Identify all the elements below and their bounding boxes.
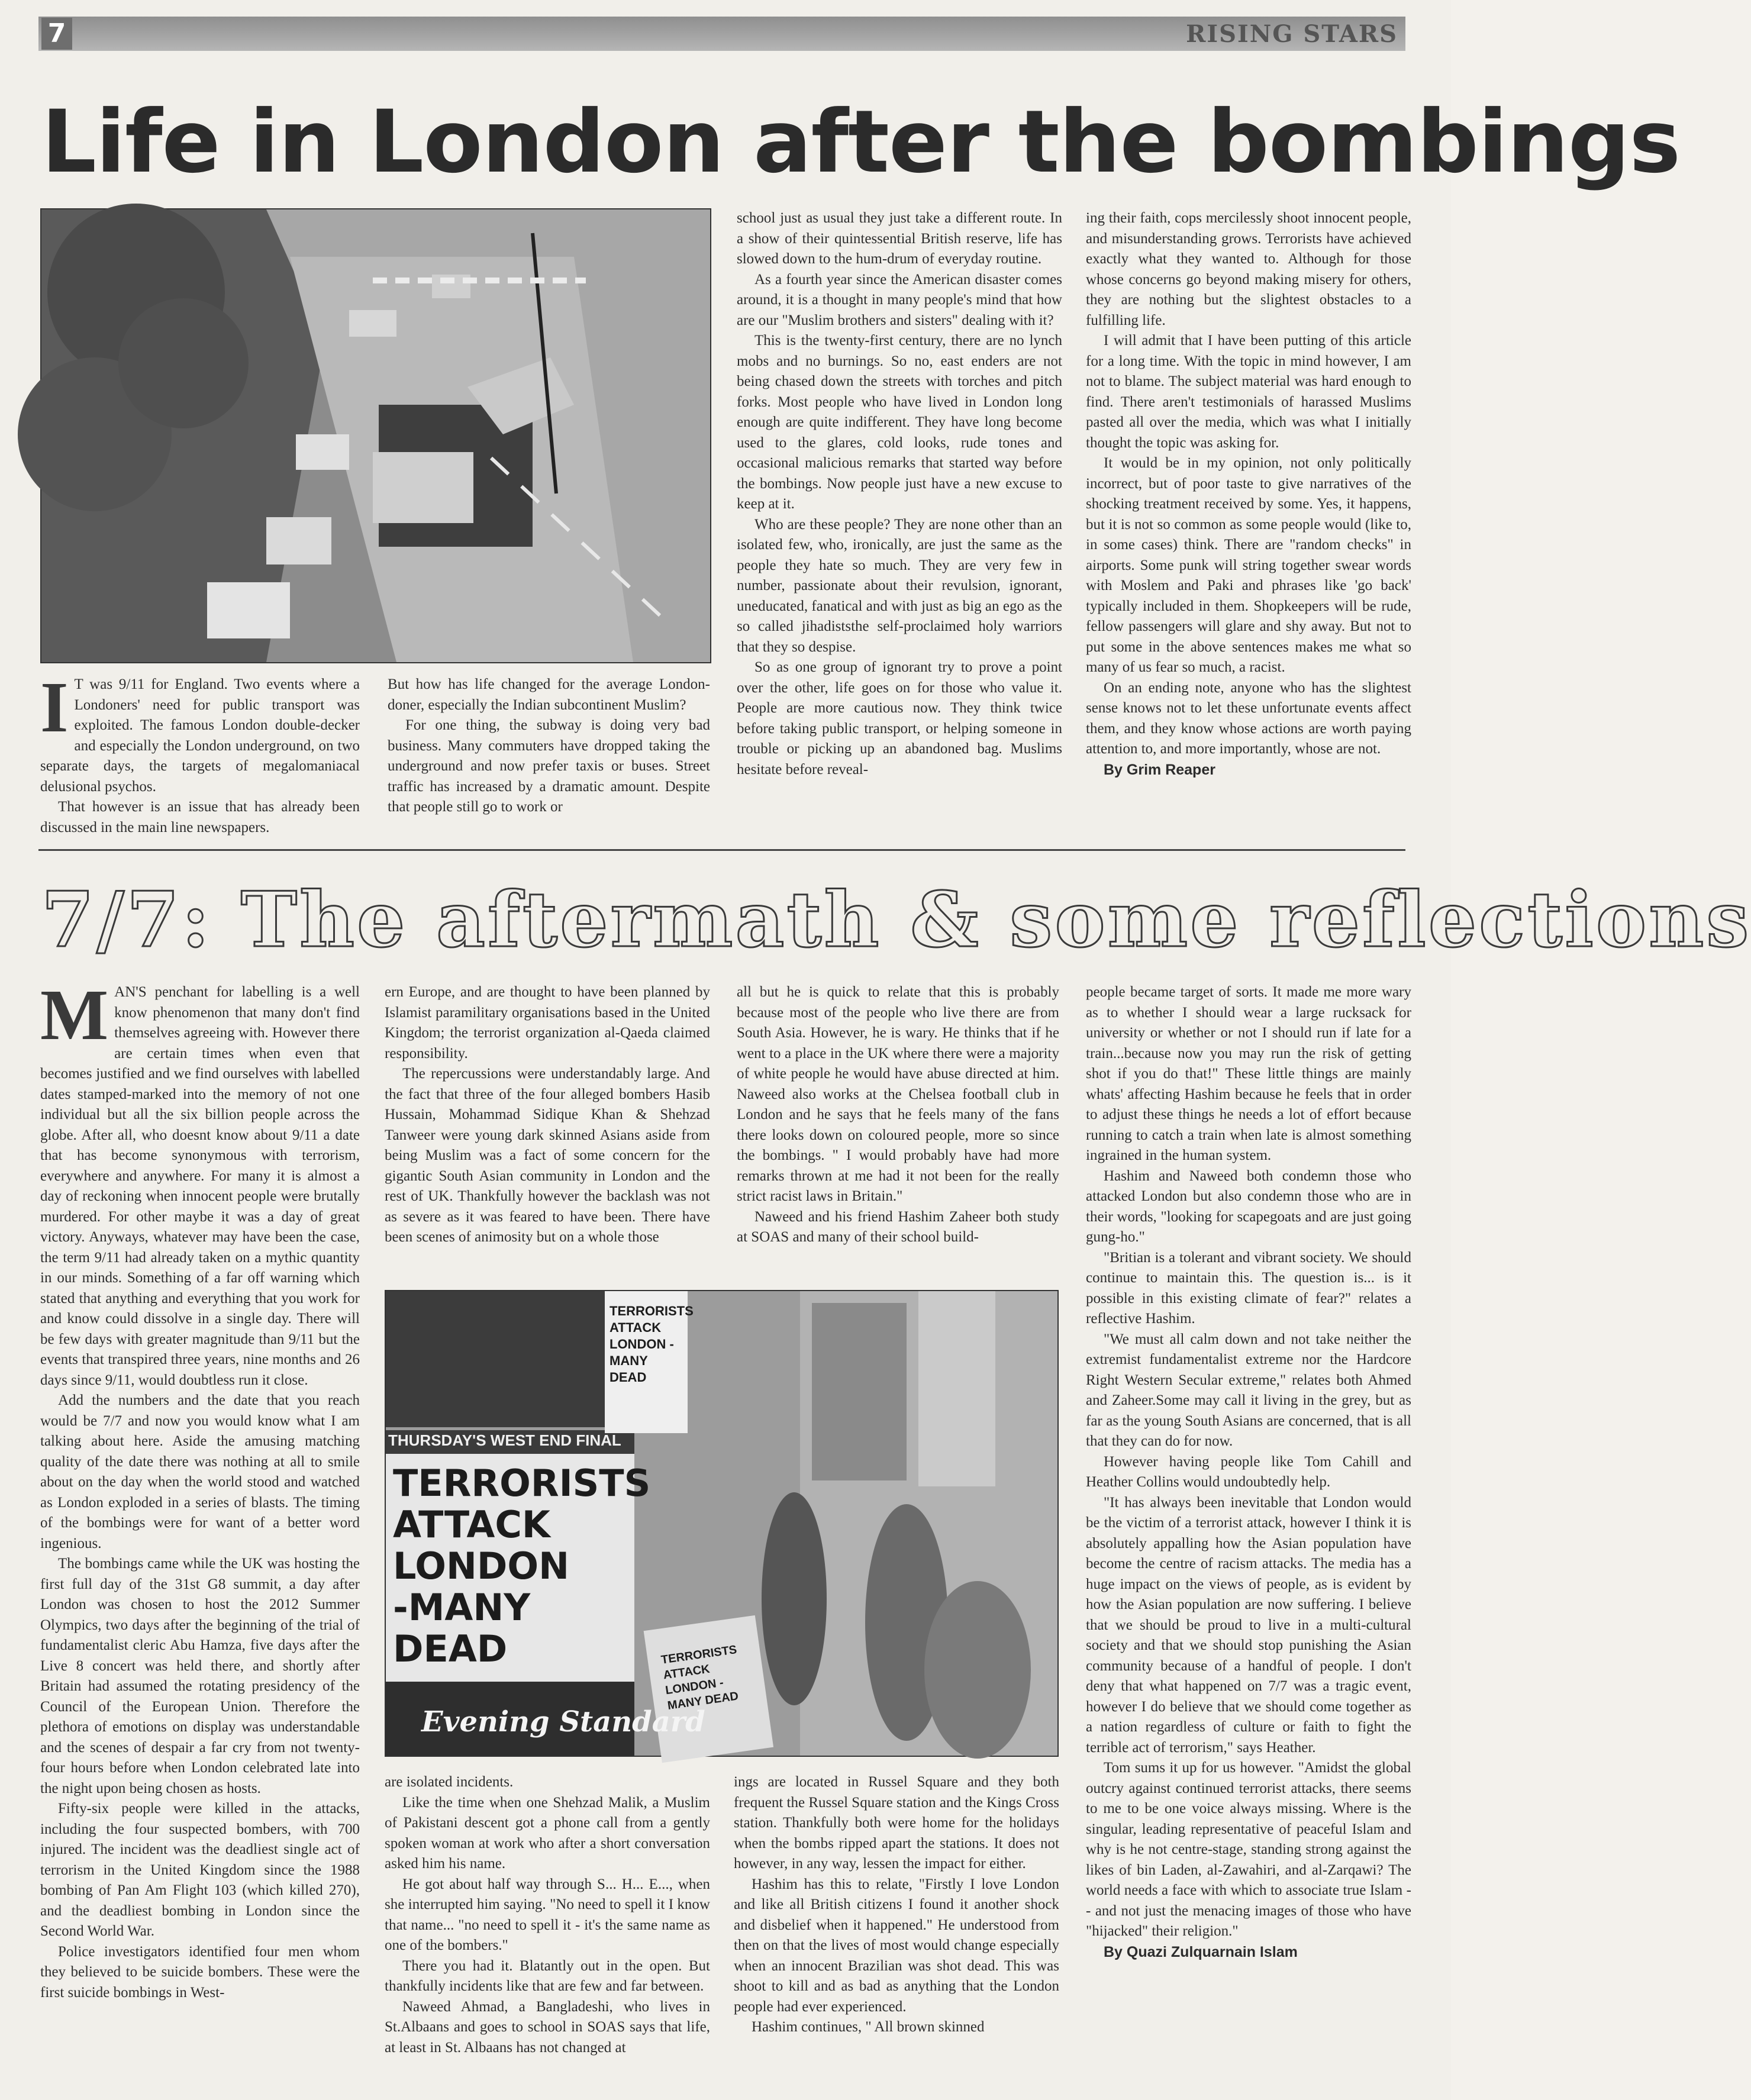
headline-article-2: 7/7: The aftermath & some reflections [41, 876, 1751, 964]
headline-article-1: Life in London after the bombings [41, 92, 1681, 192]
article2-column-4: people became target of sorts. It made me more wary as to whether I should wear a large rucksack for university or whether or not I should run if late for a train...because now you may run the risk of getting shot if you do that!" These little things are mainly whats' affecting Hashim because he feels that in order to adjust these things he needs a lot of effort because running to catch a train when late is almost something ingrained in the human system. Hashim and Naweed both condemn those who attacked London but also condemn those who are in their words, "looking for scapegoats and are just going gung-ho." "Britian is a tolerant and vibrant society. We should continue to maintain this. The question is... is it possible in this existing climate of fear?" relates a reflective Hashim. "We must all calm down and not take neither the extremist fundamentalist extreme nor the Hardcore Right Western Secular extreme," relates both Ahmed and Zaheer.Some may call it living in the grey, but as far as the young South Asians are concerned, that is all that they can do for now. However having people like Tom Cahill and Heather Collins would undoubtedly help. "It has always been inevitable that London would be the victim of a terrorist attack, however I think it is absolutely appalling how the Asian population have become the centre of racism attacks. The media has a huge impact on the views of people, as is evident by how the Asian population are now suffering. I believe that we should be proud to live in a multi-cultural society and that we should stop punishing the Asian community because of a handful of people. I don't deny that what happened on 7/7 was a tragic event, however I do believe that we should come together as a nation regardless of culture or faith to fight the terrible act of terrorism," says Heather. Tom sums it up for us however. "Amidst the global outcry against continued terrorist attacks, there seems to me to be one voice always missing. Where is the singular, leading representative of peaceful Islam and why is he not centre-stage, standing strong against the likes of bin Laden, al-Zawahiri, and al-Zarqawi? The world needs a face with which to associate true Islam -- and not just the menacing images of those who have "hijacked" their religion." By Quazi Zulquarnain Islam [1086, 982, 1411, 1962]
article2-column-3-bottom: ings are located in Russel Square and they both frequent the Russel Square station and the Kings Cross station. Thankfully both were home for the holidays when the bombs ripped apart the stations. It does not however, in any way, lessen the impact for either. Hashim has this to relate, "Firstly I love London and like all British citizens I found it another shock and disbelief when it happened." He understood from then on that the lives of most would change especially when an innocent Brazilian was shot dead. This was shoot to kill and as bad as anything that the London people had ever experienced. Hashim continues, " All brown skinned [734, 1774, 1059, 2035]
section-divider [38, 849, 1405, 851]
article1-column-4: ing their faith, cops mercilessly shoot innocent people, and misunderstanding grows. Terrorists have achieved exactly what they wanted to. Although for those whose concerns go beyond making misery for others, they are nothing but the slightest obstacles to a fulfilling life. I will admit that I have been putting of this article for a long time. With the topic in mind however, I am not to blame. The subject material was hard enough to find. There aren't testimonials of harassed Muslims pasted all over the media, which was what I initially thought the topic was asking for. It would be in my opinion, not only politically incorrect, but of poor taste to give narratives of the shocking treatment received by some. Yes, it happens, but it is not so common as some people would (like to, in some cases) think. There are "random checks" in airports. Some punk will string together swear words with Moslem and Paki and phrases like 'go back' typically included in them. Shopkeepers will be rude, fellow passengers will glare and shy away. But not to put some in the above sentences makes me what so many of us fear so much, a racist. On an ending note, anyone who has the slightest sense knows not to let these unfortunate events affect them, and they know whose actions are worth paying attention to, and more importantly, whose are not. By Grim Reaper [1086, 208, 1411, 780]
article2-column-2-top: ern Europe, and are thought to have been planned by Islamist paramilitary organisations based in the United Kingdom; the terrorist organization al-Qaeda claimed responsibility. The repercussions were understandably large. And the fact that three of the four alleged bombers Hasib Hussain, Mohammad Sidique Khan & Shehzad Tanweer were young dark skinned Asians aside from being Muslim was a fact of some concern for the gigantic South Asian community in London and the rest of UK. Thankfully however the backlash was not as severe as it was feared to have been. There have been scenes of animosity but on a whole those [385, 984, 710, 1245]
small-poster-top: TERRORISTS ATTACK LONDON -MANY DEAD [610, 1304, 694, 1385]
article1-column-1: I T was 9/11 for England. Two events where a Londoners' need for public transport was exploited. The famous London double-decker and especially the London underground, on two separate days, the targets of megalomaniacal delusional psychos. That however is an issue that has already been discussed in the main line newspapers. [40, 667, 360, 836]
poster-headline: TERRORISTS ATTACK LONDON -MANY DEAD [393, 1462, 651, 1670]
dropcap: M [40, 975, 109, 1055]
poster-masthead: Evening Standard [421, 1705, 705, 1738]
article2-column-3-top: all but he is quick to relate that this is probably because most of the people who live there are from South Asia. However, he is wary. He thinks that if he went to a place in the UK where there were a majority of white people he would have abuse directed at him. Naweed also works at the Chelsea football club in London and he says that he feels many of the fans there looks down on coloured people, more so since the bombings. " I would probably have had more remarks thrown at me had it not been for the really strict racist laws in Britain." Naweed and his friend Hashim Zaheer both study at SOAS and many of their school build- [737, 984, 1059, 1245]
newspaper-poster-photo [385, 1290, 1059, 1757]
article1-column-2: But how has life changed for the average London-doner, especially the Indian subcontinent Muslim? For one thing, the subway is doing very bad business. Many commuters have dropped taking the underground and now prefer taxis or buses. Street traffic has increased by a dramatic amount. Despite that people still go to work or [388, 676, 710, 815]
article2-column-1: MAN'S penchant for labelling is a well know phenomenon that many don't find themselves agreeing with. However there are certain times when even that becomes justified and we find ourselves with labelled dates stamped-marked into the memory of not one individual but all the six billion people across the globe. After all, who doesnt know about 9/11 a date that has become synonymous with terrorism, everywhere and anywhere. For many it is almost a day of reckoning when innocent people were brutally murdered. For other maybe it was a day of great victory. Anyways, whatever may have been the case, the term 9/11 had already taken on a mythic quantity in our minds. Something of a far off warning which stated that anything and everything that you work for and know could dissolve in a single day. There will be few days with greater magnitude than 9/11 but the events that transpired three years, nine months and 26 days since 9/11, would doubtless run it close. Add the numbers and the date that you reach would be 7/7 and now you would know what I am talking about here. Aside the amusing matching quality of the date there was nothing at all to smile about on the day when the world stood and watched as London exploded in a series of blasts. The timing of the bombings were for want of a better word ingenious. The bombings came while the UK was hosting the first full day of the 31st G8 summit, a day after London was chosen to host the 2012 Summer Olympics, two days after the beginning of the trial of fundamentalist cleric Abu Hamza, five days after the Live 8 concert was held there, and shortly after Britain had assumed the rotating presidency of the Council of the European Union. Therefore the plethora of emotions on display was understandable and the scenes of despair a far cry from not twenty-four hours before when London celebrated late into the night upon being chosen as hosts. Fifty-six people were killed in the attacks, including the four suspected bombers, with 700 injured. The incident was the deadliest single act of terrorism in the United Kingdom since the 1988 bombing of Pan Am Flight 103 (which killed 270), and the deadliest bombing in London since the Second World War. Police investigators identified four men whom they believed to be suicide bombers. These were the first suicide bombings in West- [40, 975, 360, 2001]
byline-article-1: By Grim Reaper [1104, 761, 1215, 778]
brand-logo: RISING STARS [1186, 20, 1398, 48]
small-poster-bottom: TERRORISTS ATTACK LONDON -MANY DEAD [660, 1643, 740, 1712]
bombing-scene-photo [40, 208, 711, 663]
dropcap: I [40, 667, 69, 747]
article1-column-3: school just as usual they just take a different route. In a show of their quintessential British reserve, life has slowed down to the hum-drum of everyday routine. As a fourth year since the American disaster comes around, it is a thought in many people's mind that how are our "Muslim brothers and sisters" dealing with it? This is the twenty-first century, there are no lynch mobs and no burnings. So no, east enders are not being chased down the streets with torches and pitch forks. Most people who have lived in London long enough are quite indifferent. They have long become used to the glares, cold looks, rude tones and occasional malicious remarks that started way before the bombings. Now people just have a new excuse to keep at it. Who are these people? They are none other than an isolated few, who, ironically, are just the same as the people they hate so much. They are very few in number, passionate about their revulsion, ignorant, uneducated, fanatical and with just as big an ego as the so called jihadiststhe self-proclaimed holy warriors that they so despise. So as one group of ignorant try to prove a point over the other, life goes on for those who value it. People are more cautious now. They think twice before taking public transport, or helping someone in trouble or picking up an abandoned bag. Muslims hesitate before reveal- [737, 210, 1062, 778]
byline-article-2: By Quazi Zulquarnain Islam [1104, 1943, 1298, 1960]
poster-banner: THURSDAY'S WEST END FINAL [388, 1431, 621, 1449]
article2-column-2-bottom: are isolated incidents. Like the time when one Shehzad Malik, a Muslim of Pakistani descent got a phone call from a gently spoken woman at work who after a short conversation asked him his name. He got about half way through S... H... E..., when she interrupted him saying. "No need to spell it I know that name... "no need to spell it - it's the same name as one of the bombers." There you had it. Blatantly out in the open. But thankfully incidents like that are few and far between. Naweed Ahmad, a Bangladeshi, who lives in St.Albaans and goes to school in SOAS says that life, at least in St. Albaans has not changed at [385, 1774, 710, 2056]
page-number: 7 [41, 18, 72, 50]
bus-wreckage-image [41, 209, 710, 662]
